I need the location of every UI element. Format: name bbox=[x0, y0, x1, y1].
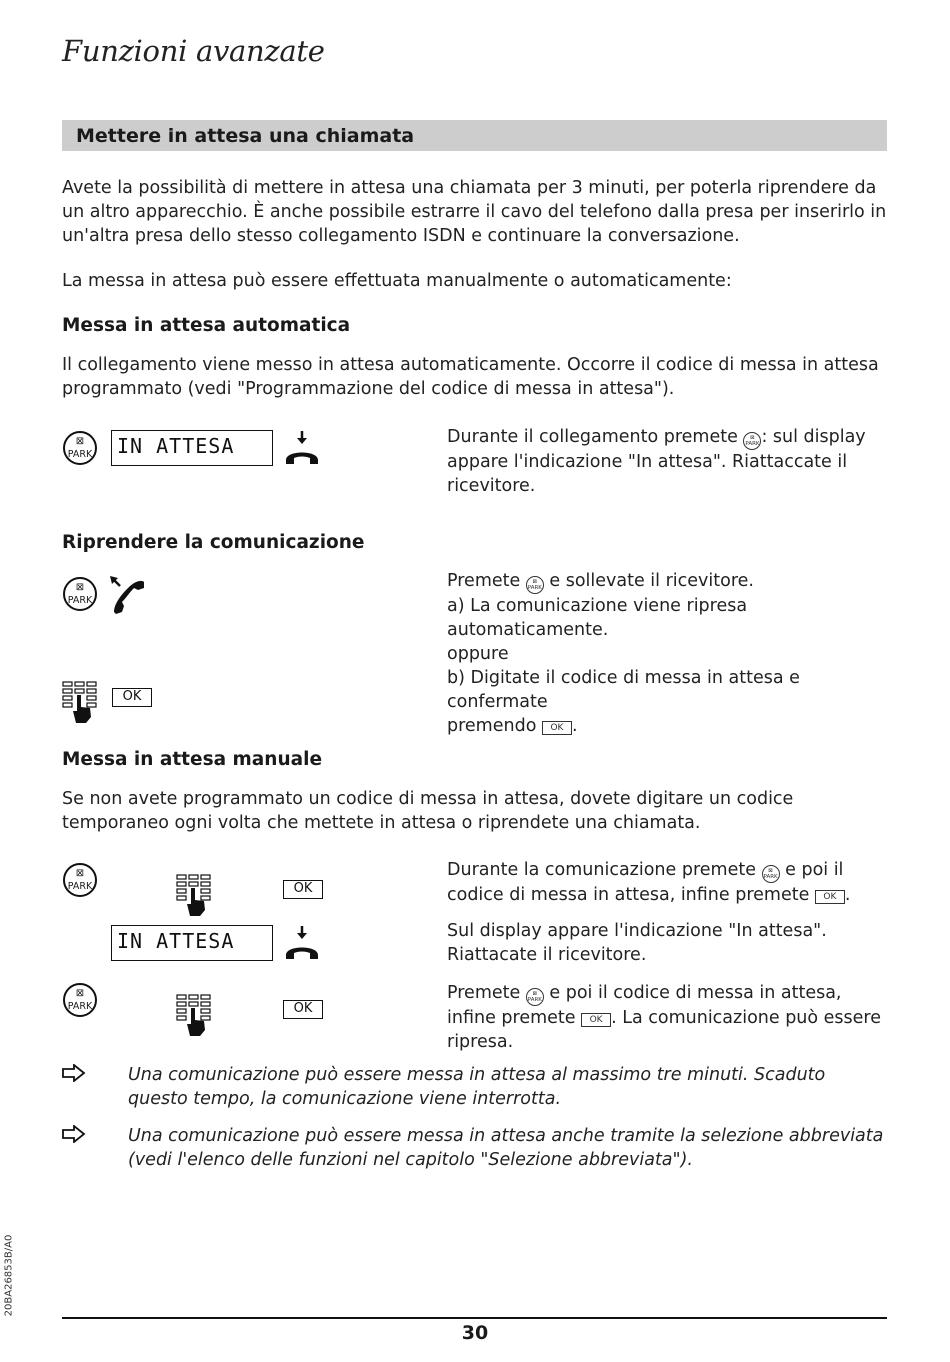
note-arrow-icon bbox=[62, 1064, 86, 1082]
ok-inline-icon: OK bbox=[542, 721, 572, 735]
keypad-icon bbox=[176, 994, 216, 1036]
auto-step-text: Durante il collegamento premete ⊠ PARK : sul display appare l'indicazione "In attesa". Riattaccate il ricevitore. bbox=[447, 427, 866, 496]
park-inline-icon: ⊠ PARK bbox=[762, 865, 780, 883]
footer-divider bbox=[62, 1317, 887, 1319]
note-1: Una comunicazione può essere messa in attesa al massimo tre minuti. Scaduto questo tempo, la comunicazione viene interrotta. bbox=[128, 1065, 826, 1109]
manual-step-2: Sul display appare l'indicazione "In attesa". Riattacate il ricevitore. bbox=[447, 921, 827, 965]
keypad-icon bbox=[62, 681, 102, 723]
park-inline-icon: ⊠ PARK bbox=[743, 432, 761, 450]
section-header bbox=[62, 120, 887, 151]
intro-paragraph-2: La messa in attesa può essere effettuata manualmente o automaticamente: bbox=[62, 271, 732, 291]
park-button-icon: ⊠ PARK bbox=[63, 983, 97, 1017]
manual-step-1: Durante la comunicazione premete ⊠ PARK e poi il codice di messa in attesa, infine premete OK . bbox=[447, 860, 851, 905]
ok-key-icon: OK bbox=[283, 880, 323, 899]
intro-paragraph-1: Avete la possibilità di mettere in attesa una chiamata per 3 minuti, per poterla riprendere da un altro apparecchio. È anche possibile estrarre il cavo del telefono dalla presa per inserirlo in un'altra presa dello stesso collegamento ISDN e continuare la conversazione. bbox=[62, 178, 887, 246]
park-label: PARK bbox=[67, 449, 93, 460]
manual-paragraph: Se non avete programmato un codice di messa in attesa, dovete digitare un codice temporaneo ogni volta che mettete in attesa o riprendete una chiamata. bbox=[62, 789, 794, 833]
lift-receiver-icon bbox=[108, 576, 148, 616]
auto-heading: Messa in attesa automatica bbox=[62, 315, 351, 336]
resume-steps: Premete ⊠ PARK e sollevate il ricevitore. a) La comunicazione viene ripresa automaticamente. oppure b) Digitate il codice di messa in attesa e confermate premendo OK . bbox=[447, 571, 800, 736]
document-code: 20BA26853B/A0 bbox=[3, 1234, 15, 1317]
note-2: Una comunicazione può essere messa in attesa anche tramite la selezione abbreviata (vedi l'elenco delle funzioni nel capitolo "Selezione abbreviata"). bbox=[128, 1126, 884, 1170]
park-inline-icon: ⊠ PARK bbox=[526, 576, 544, 594]
page-number: 30 bbox=[461, 1322, 489, 1344]
resume-heading: Riprendere la comunicazione bbox=[62, 532, 365, 553]
manual-step-3: Premete ⊠ PARK e poi il codice di messa in attesa, infine premete OK . La comunicazione può essere ripresa. bbox=[447, 983, 882, 1052]
park-symbol-icon: ⊠ bbox=[75, 436, 85, 447]
ok-inline-icon: OK bbox=[581, 1013, 611, 1027]
chapter-title: Funzioni avanzate bbox=[62, 34, 325, 68]
ok-inline-icon: OK bbox=[815, 890, 845, 904]
park-button-icon: ⊠ PARK bbox=[63, 863, 97, 897]
ok-key-icon: OK bbox=[283, 1000, 323, 1019]
hang-up-icon bbox=[283, 925, 321, 961]
park-button-icon bbox=[63, 431, 97, 465]
manual-heading: Messa in attesa manuale bbox=[62, 749, 322, 770]
lcd-display: IN ATTESA bbox=[111, 430, 273, 466]
hang-up-icon bbox=[283, 430, 321, 466]
keypad-icon bbox=[176, 874, 216, 916]
ok-key-icon: OK bbox=[112, 688, 152, 707]
section-title: Mettere in attesa una chiamata bbox=[76, 125, 415, 147]
note-arrow-icon bbox=[62, 1125, 86, 1143]
park-inline-icon: ⊠ PARK bbox=[526, 988, 544, 1006]
lcd-display: IN ATTESA bbox=[111, 925, 273, 961]
park-button-icon: ⊠ PARK bbox=[63, 577, 97, 611]
auto-paragraph: Il collegamento viene messo in attesa automaticamente. Occorre il codice di messa in attesa programmato (vedi "Programmazione del codice di messa in attesa"). bbox=[62, 355, 879, 399]
